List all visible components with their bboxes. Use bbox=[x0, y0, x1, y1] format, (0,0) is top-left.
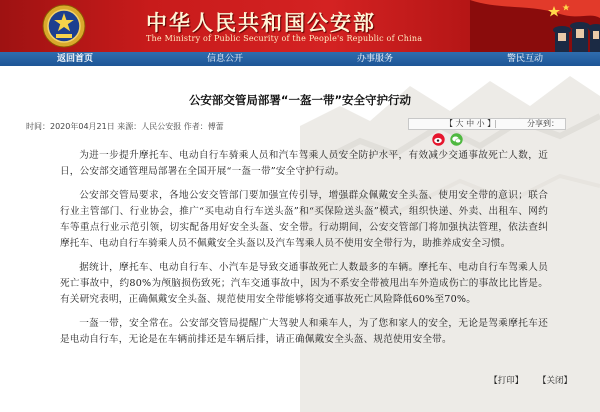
share-icons bbox=[432, 133, 472, 147]
wechat-share-icon[interactable] bbox=[450, 133, 463, 146]
article-paragraph: 据统计，摩托车、电动自行车、小汽车是导致交通事故死亡人数最多的车辆。摩托车、电动自行车驾乘人员死亡事故中，约80%为颅脑损伤致死；汽车交通事故中，因为不系安全带被甩出车外造成伤亡的事故比比皆是。有关研究表明，正确佩戴安全头盔、规范使用安全带能够将交通事故死亡风险降低60%至70%。 bbox=[60, 262, 548, 305]
article-body bbox=[60, 148, 548, 356]
nav-item-interaction[interactable]: 警民互动 bbox=[506, 54, 543, 64]
article-container bbox=[0, 66, 600, 412]
site-subtitle: The Ministry of Public Security of the People's Republic of China bbox=[146, 34, 423, 43]
nav-item-services[interactable]: 办事服务 bbox=[356, 54, 393, 64]
site-header-banner bbox=[0, 0, 600, 52]
article-toolbar bbox=[408, 118, 566, 130]
article-footer-links bbox=[477, 374, 572, 386]
weibo-share-icon[interactable] bbox=[432, 133, 445, 146]
nav-item-info-disclosure[interactable]: 信息公开 bbox=[206, 54, 243, 64]
print-link[interactable]: 【打印】 bbox=[489, 376, 524, 386]
main-nav bbox=[0, 52, 600, 66]
close-link[interactable]: 【关闭】 bbox=[537, 376, 572, 386]
police-emblem-icon[interactable] bbox=[42, 4, 86, 48]
share-label: 分享到： bbox=[527, 119, 559, 128]
article-title: 公安部交管局部署“一盔一带”安全守护行动 bbox=[188, 93, 412, 107]
article-meta: 时间：2020年04月21日 来源：人民公安报 作者：傅蕾 bbox=[26, 122, 224, 131]
nav-item-home[interactable]: 返回首页 bbox=[56, 54, 93, 64]
article-paragraph: 为进一步提升摩托车、电动自行车骑乘人员和汽车驾乘人员安全防护水平，有效减少交通事故死亡人数，近日，公安部交通管理局部署在全国开展“一盔一带”安全守护行动。 bbox=[60, 150, 548, 177]
article-paragraph: 一盔一带，安全常在。公安部交管局提醒广大驾驶人和乘车人，为了您和家人的安全，无论是驾乘摩托车还是电动自行车，无论是在车辆前排还是车辆后排，请正确佩戴安全头盔、规范使用安全带。 bbox=[60, 318, 548, 345]
site-title: 中华人民共和国公安部 bbox=[146, 11, 376, 35]
toolbar-divider bbox=[495, 120, 496, 128]
font-size-switcher[interactable]: 【 大 中 小 】 bbox=[445, 119, 496, 128]
article-paragraph: 公安部交管局要求，各地公安交管部门要加强宣传引导，增强群众佩戴安全头盔、使用安全带的意识；联合行业主管部门、行业协会，推广“买电动自行车送头盔”和“买保险送头盔”模式，组织快递、外卖、出租车、网约车等重点行业示范引领，切实配备用好安全头盔、安全带。行动期间，公安交管部门将加强执法管理，依法查纠摩托车、电动自行车骑乘人员不佩戴安全头盔以及汽车驾乘人员不使用安全带行为，助推养成安全习惯。 bbox=[60, 190, 548, 249]
flag-and-officers-illustration bbox=[470, 0, 600, 52]
